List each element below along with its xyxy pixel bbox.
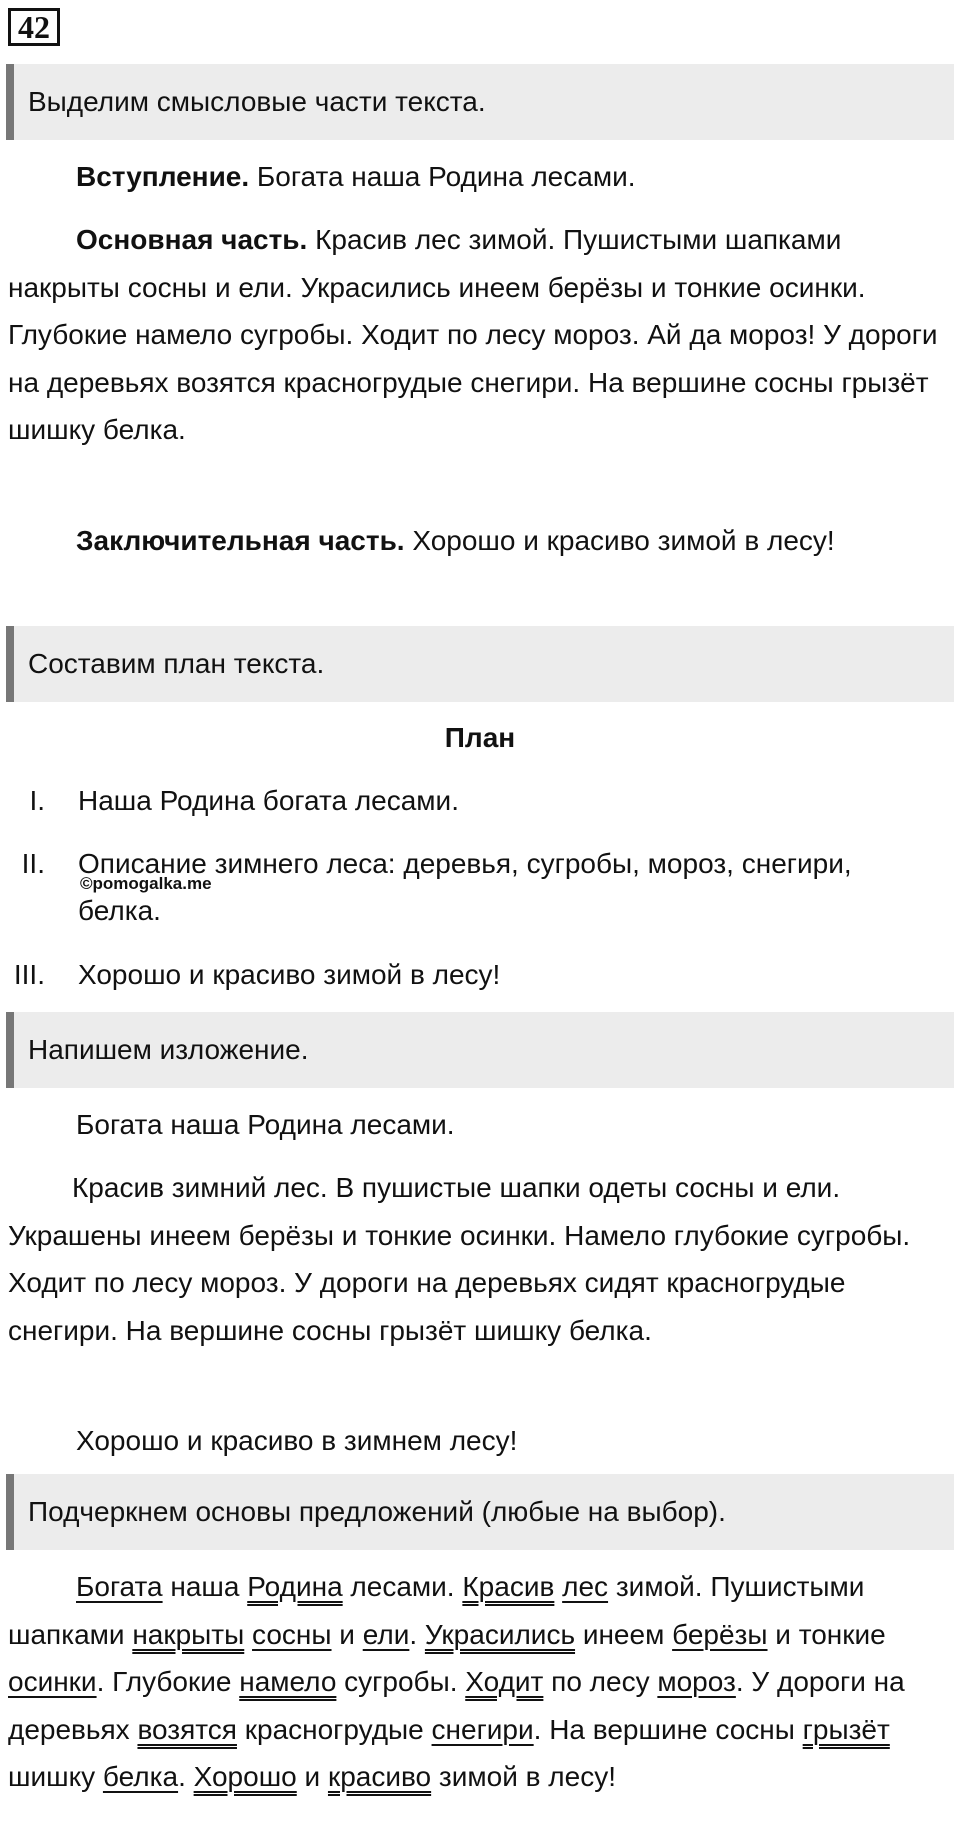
intro-text: Богата наша Родина лесами. (249, 161, 636, 192)
plan-item-number: III. (13, 959, 45, 990)
essay-paragraph-1: Богата наша Родина лесами. (76, 1109, 455, 1140)
plain-text: инеем (575, 1618, 673, 1650)
predicate: грызёт (802, 1713, 890, 1745)
main-text: Красив лес зимой. Пушистыми шапками накрыты сосны и ели. Украсились инеем берёзы и тонкие осинки. Глубокие намело сугробы. Ходит по лесу мороз. Ай да мороз! У дороги на деревьях возятся красногрудые снегири. На вершине сосны грызёт шишку белка. (8, 224, 938, 445)
main-paragraph (8, 216, 952, 454)
final-text: Хорошо и красиво зимой в лесу! (404, 525, 835, 556)
predicate: Хорошо (193, 1761, 297, 1792)
subject: снегири (431, 1713, 534, 1745)
plain-text: . Глубокие (96, 1666, 240, 1697)
intro-paragraph (8, 153, 952, 201)
predicate: намело (239, 1666, 337, 1697)
final-paragraph (8, 517, 952, 565)
plain-text: и (331, 1618, 363, 1650)
plain-text: . (409, 1618, 425, 1650)
subject: берёзы (672, 1618, 768, 1650)
main-label: Основная часть. (76, 224, 308, 255)
subject: сосны (252, 1618, 332, 1650)
plan-item-text: Описание зимнего леса: деревья, сугробы, мороз, снегири, белка. (78, 848, 852, 926)
predicate: красиво (327, 1761, 432, 1792)
section-header-parts: Выделим смысловые части текста. (6, 64, 954, 140)
task-number: 42 (8, 8, 60, 46)
plain-text: . (178, 1761, 194, 1792)
subject: белка (102, 1761, 179, 1792)
plain-text: и тонкие (767, 1618, 886, 1650)
plain-text: лесами. (342, 1571, 463, 1602)
analysis-paragraph (8, 1563, 952, 1801)
plan-item-number: II. (21, 848, 45, 879)
plain-text: шишку (8, 1761, 103, 1792)
plain-text: и (296, 1761, 328, 1792)
plan-item-number: I. (29, 785, 45, 816)
plain-text (244, 1619, 252, 1650)
section-header-plan: Составим план текста. (6, 626, 954, 702)
subject: мороз (657, 1666, 736, 1697)
subject: осинки (8, 1666, 97, 1697)
section-header-essay: Напишем изложение. (6, 1012, 954, 1088)
subject: ели (362, 1618, 410, 1650)
section-header-analysis: Подчеркнем основы предложений (любые на выбор). (6, 1474, 954, 1550)
plain-text: . У дороги на деревьях (8, 1666, 905, 1745)
plain-text: наша (162, 1571, 248, 1602)
plan-title: План (444, 722, 516, 753)
final-label: Заключительная часть. (76, 525, 405, 556)
predicate: Красив (462, 1571, 555, 1602)
plain-text: по лесу (543, 1666, 658, 1697)
predicate: Ходит (465, 1666, 544, 1697)
plain-text (554, 1571, 562, 1602)
intro-label: Вступление. (76, 161, 250, 192)
plain-text: красногрудые (236, 1713, 432, 1745)
subject: лес (562, 1571, 609, 1602)
plan-item-text: Хорошо и красиво зимой в лесу! (78, 959, 501, 990)
plain-text: сугробы. (336, 1666, 466, 1697)
plan-item-text: Наша Родина богата лесами. (78, 785, 459, 816)
plain-text: зимой. Пушистыми шапками (8, 1571, 865, 1650)
watermark: ©pomogalka.me (80, 874, 212, 893)
predicate: Богата (76, 1571, 163, 1602)
essay-paragraph-3: Хорошо и красиво в зимнем лесу! (76, 1425, 518, 1456)
predicate: возятся (137, 1713, 237, 1745)
plain-text: . На вершине сосны (533, 1713, 803, 1745)
subject: Родина (247, 1571, 343, 1602)
essay-paragraph-2: Красив зимний лес. В пушистые шапки одеты сосны и ели. Украшены инеем берёзы и тонкие осинки. Намело глубокие сугробы. Ходит по лесу мороз. У дороги на деревьях сидят красногрудые снегири. На вершине сосны грызёт шишку белка. (8, 1172, 911, 1346)
predicate: накрыты (132, 1618, 245, 1650)
predicate: Украсились (424, 1618, 576, 1650)
plain-text: зимой в лесу! (431, 1761, 616, 1792)
